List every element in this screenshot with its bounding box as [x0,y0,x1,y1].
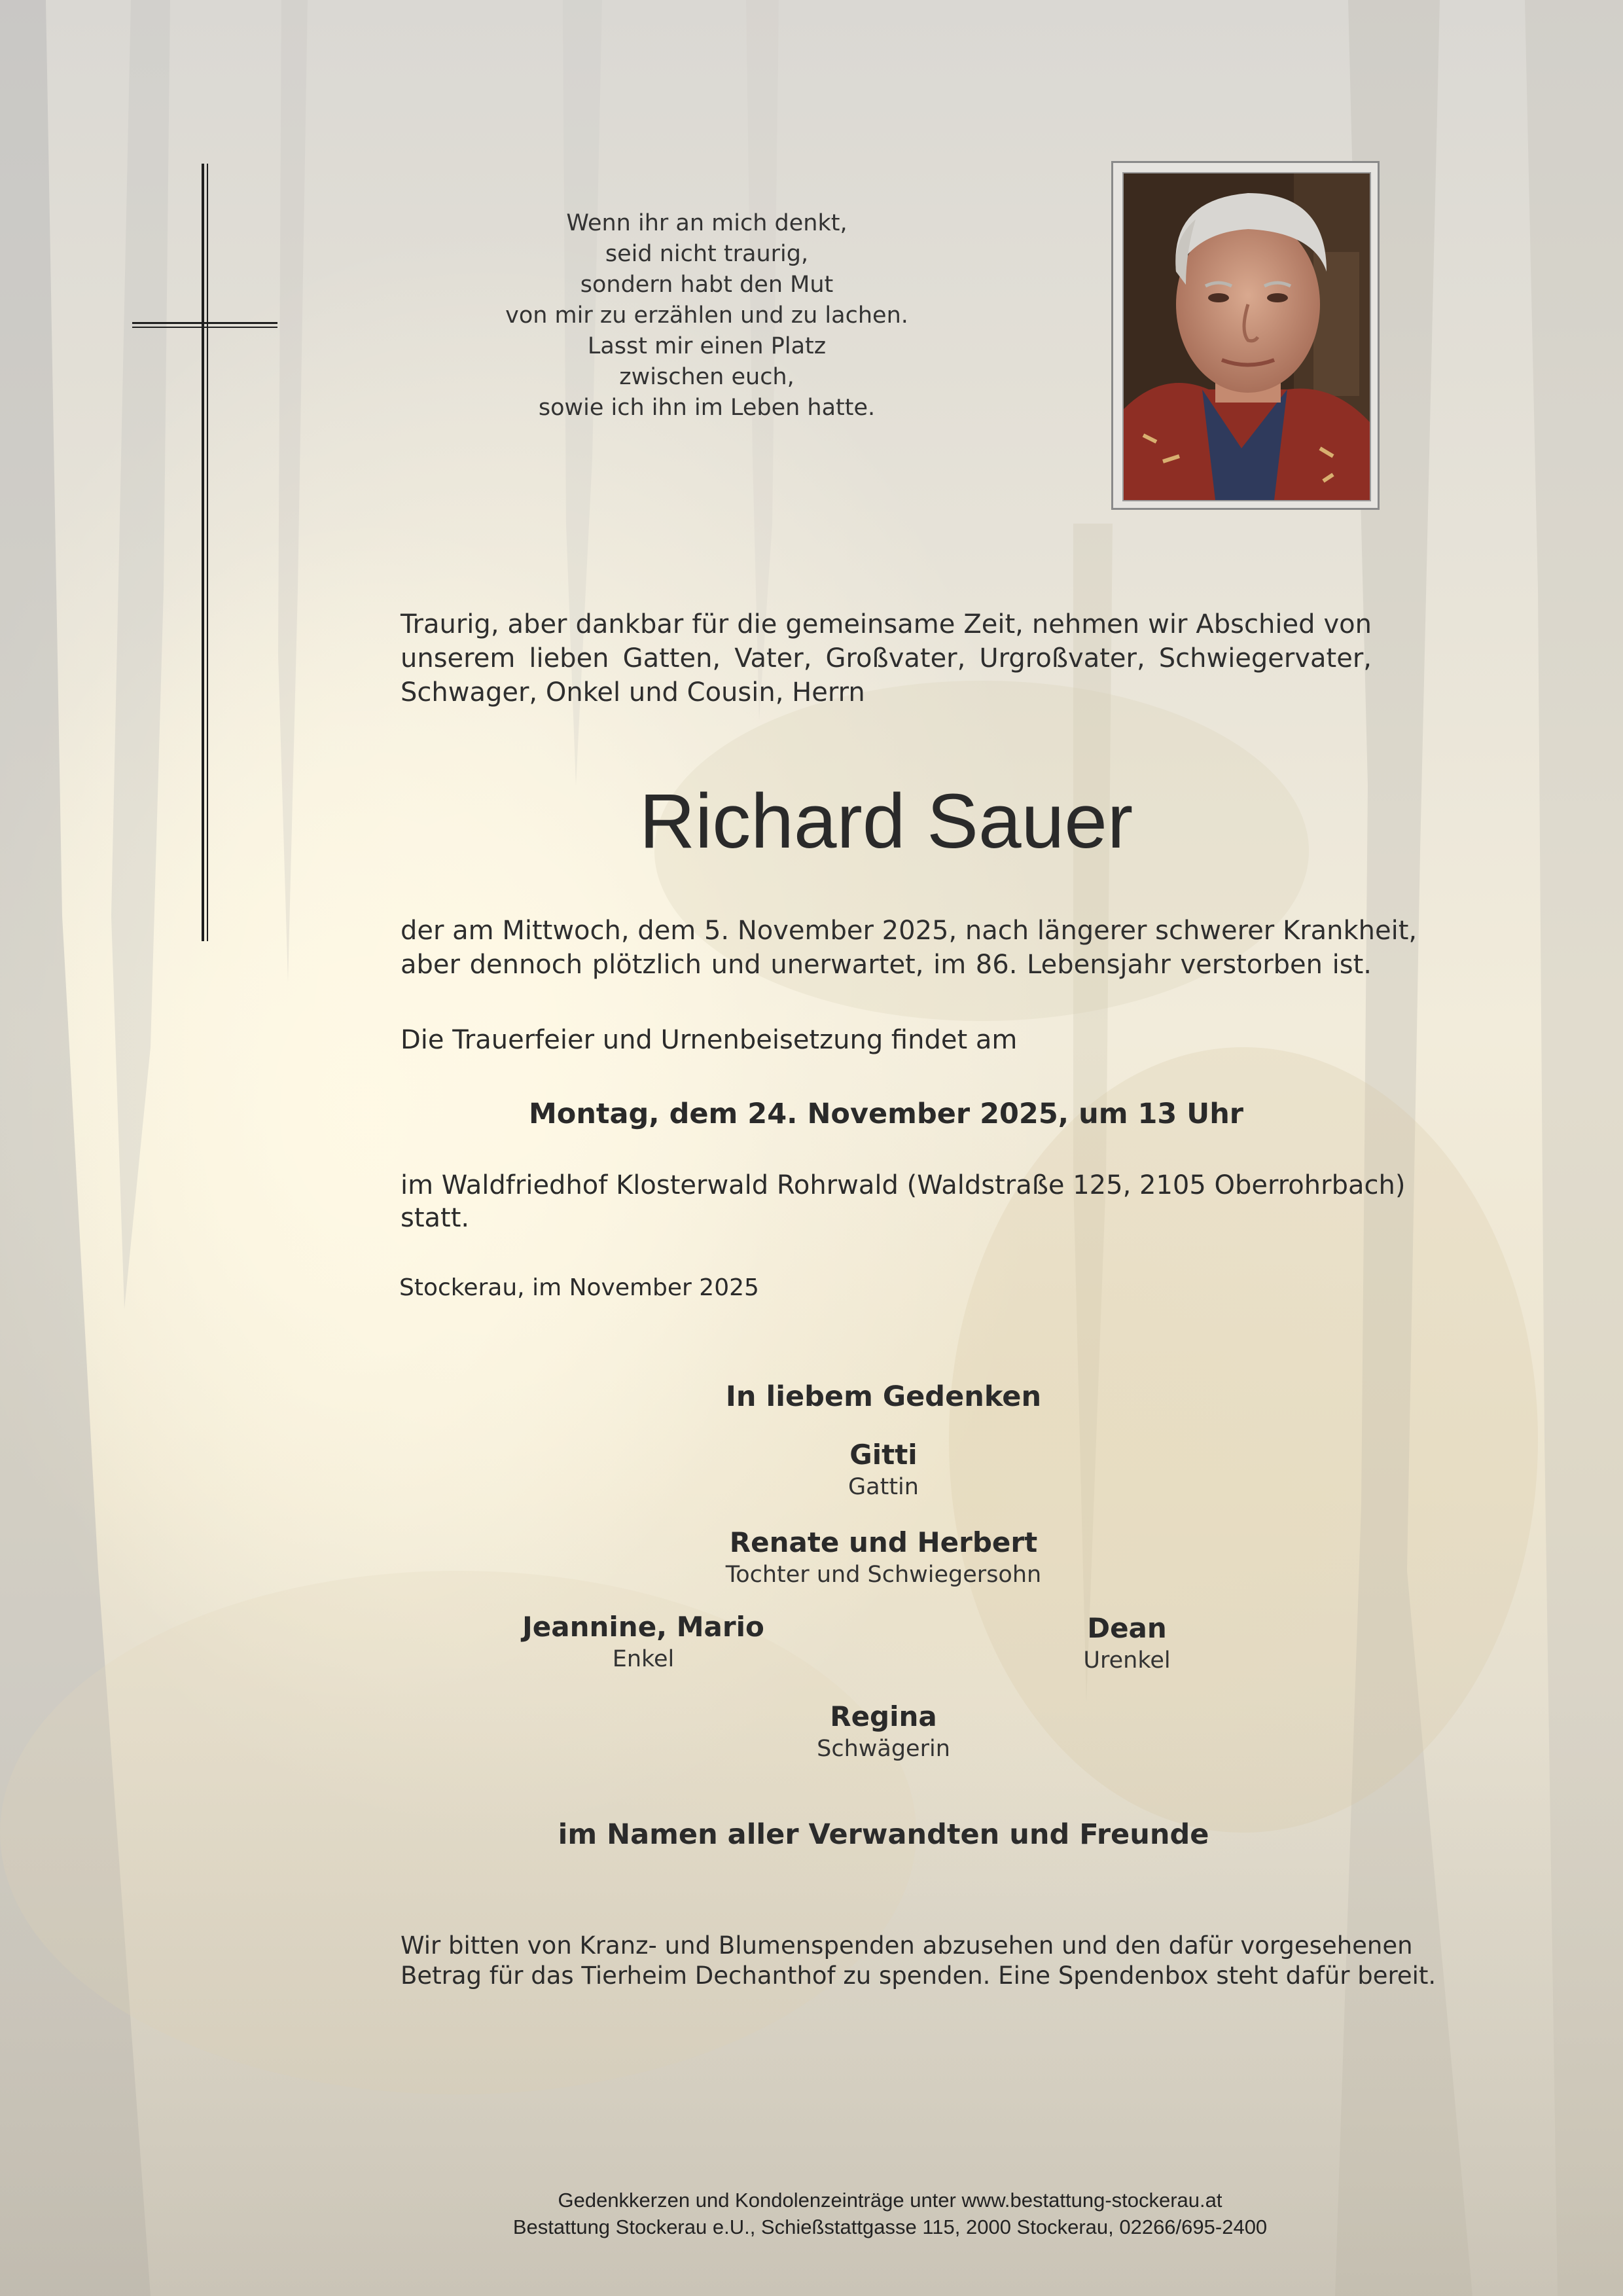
mourner-relation: Enkel [612,1646,675,1672]
ceremony-place-line: statt. [401,1203,470,1233]
ceremony-date: Montag, dem 24. November 2025, um 13 Uhr [528,1098,1244,1130]
mourner [622,1700,1145,1764]
poem-line: sondern habt den Mut [580,272,834,298]
mourner-relation: Schwägerin [817,1736,950,1762]
mourner-relation: Tochter und Schwiegersohn [725,1562,1042,1588]
donation-note [401,1931,1436,1991]
footer-line: Bestattung Stockerau e.U., Schießstattgasse 115, 2000 Stockerau, 02266/695-2400 [512,2215,1268,2238]
mourner-name: Renate und Herbert [729,1526,1038,1558]
poem-line: zwischen euch, [619,364,794,390]
mourner-name: Gitti [849,1439,918,1471]
donation-note-line: Wir bitten von Kranz- und Blumenspenden abzusehen und den dafür vorgesehenen [401,1931,1413,1960]
closing-line: im Namen aller Verwandten und Freunde [558,1818,1209,1851]
place-date: Stockerau, im November 2025 [399,1274,759,1301]
death-notice-line: der am Mittwoch, dem 5. November 2025, nach längerer schwerer Krankheit, [401,916,1418,946]
mourner-relation: Urenkel [1083,1647,1171,1674]
mourner [622,1438,1145,1502]
mourner-name: Dean [1087,1612,1167,1644]
mourner [382,1610,905,1674]
death-notice [401,914,1418,982]
ceremony-place [401,1169,1406,1234]
portrait-frame [1111,161,1380,510]
deceased-name: Richard Sauer [639,778,1133,865]
intro-line: Schwager, Onkel und Cousin, Herrn [401,677,865,708]
mourner-relation: Gattin [848,1474,919,1500]
poem-line: sowie ich ihn im Leben hatte. [538,395,876,421]
memory-heading: In liebem Gedenken [725,1380,1042,1413]
footer-line: Gedenkkerzen und Kondolenzeinträge unter www.bestattung-stockerau.at [558,2189,1222,2212]
donation-note-line: Betrag für das Tierheim Dechanthof zu spenden. Eine Spendenbox steht dafür bereit. [401,1962,1436,1990]
ceremony-intro: Die Trauerfeier und Urnenbeisetzung findet am [401,1025,1018,1055]
poem-line: Wenn ihr an mich denkt, [566,210,847,236]
poem-line: seid nicht traurig, [605,241,809,267]
intro-line: Traurig, aber dankbar für die gemeinsame Zeit, nehmen wir Abschied von [401,609,1372,639]
poem-line: Lasst mir einen Platz [587,333,827,359]
memorial-poem [432,208,982,423]
poem-line: von mir zu erzählen und zu lachen. [505,302,908,329]
mourner-name: Jeannine, Mario [522,1611,764,1643]
intro-line: unserem lieben Gatten, Vater, Großvater, Urgroßvater, Schwiegervater, [401,643,1372,673]
mourner-name: Regina [830,1700,937,1732]
mourner [622,1526,1145,1590]
footer [419,2187,1361,2240]
intro-text [401,607,1372,709]
mourner [865,1611,1389,1676]
ceremony-place-line: im Waldfriedhof Klosterwald Rohrwald (Waldstraße 125, 2105 Oberrohrbach) [401,1170,1406,1200]
cross-icon [130,164,281,942]
death-notice-line: aber dennoch plötzlich und unerwartet, im 86. Lebensjahr verstorben ist. [401,950,1372,980]
portrait-photo [1122,172,1371,501]
